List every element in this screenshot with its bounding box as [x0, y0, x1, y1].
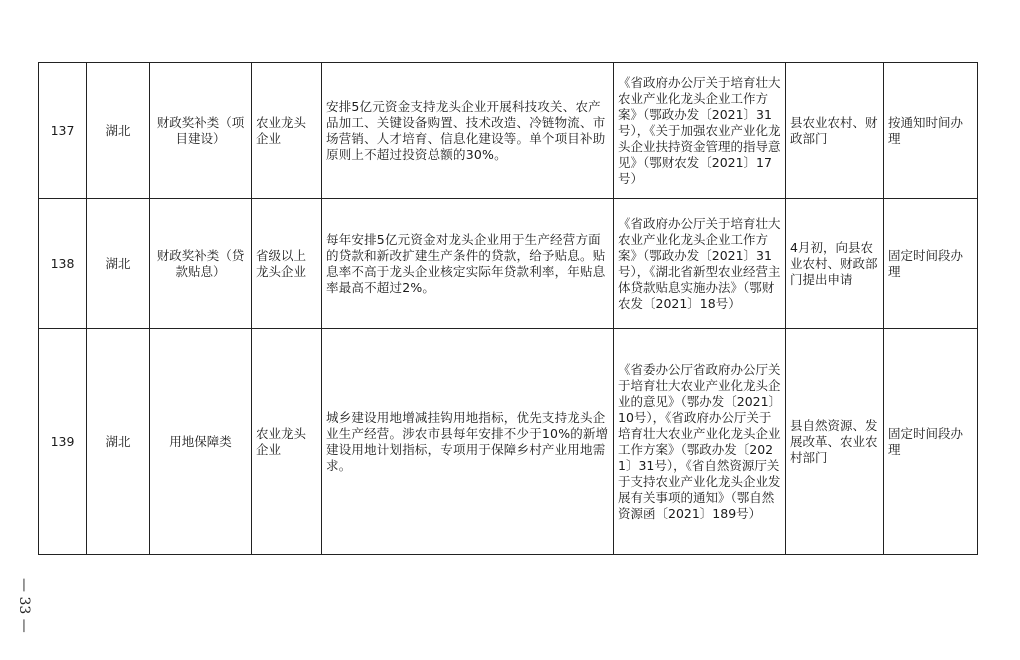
content-cell: 每年安排5亿元资金对龙头企业用于生产经营方面的贷款和新改扩建生产条件的贷款，给予贴息。贴息率不高于龙头企业核定实际年贷款利率，年贴息率最高不超过2%。 — [322, 199, 614, 329]
target-cell: 农业龙头企业 — [252, 63, 322, 199]
category-cell: 财政奖补类（项目建设） — [150, 63, 252, 199]
content-cell: 安排5亿元资金支持龙头企业开展科技攻关、农产品加工、关键设备购置、技术改造、冷链物流、市场营销、人才培育、信息化建设等。单个项目补助原则上不超过投资总额的30%。 — [322, 63, 614, 199]
timing-cell: 固定时间段办理 — [884, 329, 978, 555]
target-cell: 农业龙头企业 — [252, 329, 322, 555]
department-cell: 县自然资源、发展改革、农业农村部门 — [786, 329, 884, 555]
province-cell: 湖北 — [87, 63, 150, 199]
department-cell: 4月初，向县农业农村、财政部门提出申请 — [786, 199, 884, 329]
content-cell: 城乡建设用地增减挂钩用地指标，优先支持龙头企业生产经营。涉农市县每年安排不少于10%的新增建设用地计划指标，专项用于保障乡村产业用地需求。 — [322, 329, 614, 555]
category-cell: 用地保障类 — [150, 329, 252, 555]
department-cell: 县农业农村、财政部门 — [786, 63, 884, 199]
table-row — [39, 329, 978, 555]
timing-cell: 固定时间段办理 — [884, 199, 978, 329]
row-number: 138 — [39, 199, 87, 329]
row-number: 139 — [39, 329, 87, 555]
basis-cell: 《省政府办公厅关于培育壮大农业产业化龙头企业工作方案》（鄂政办发〔2021〕31号），《湖北省新型农业经营主体贷款贴息实施办法》（鄂财农发〔2021〕18号） — [614, 199, 786, 329]
basis-cell: 《省政府办公厅关于培育壮大农业产业化龙头企业工作方案》（鄂政办发〔2021〕31号），《关于加强农业产业化龙头企业扶持资金管理的指导意见》（鄂财农发〔2021〕17号） — [614, 63, 786, 199]
province-cell: 湖北 — [87, 329, 150, 555]
table-row — [39, 63, 978, 199]
basis-cell: 《省委办公厅省政府办公厅关于培育壮大农业产业化龙头企业的意见》（鄂办发〔2021〕10号），《省政府办公厅关于培育壮大农业产业化龙头企业工作方案》（鄂政办发〔2021〕31号），《省自然资源厅关于支持农业产业化龙头企业发展有关事项的通知》（鄂自然资源函〔2021〕189号） — [614, 329, 786, 555]
target-cell: 省级以上龙头企业 — [252, 199, 322, 329]
category-cell: 财政奖补类（贷款贴息） — [150, 199, 252, 329]
table-row — [39, 199, 978, 329]
timing-cell: 按通知时间办理 — [884, 63, 978, 199]
page-number: — 33 — — [16, 577, 32, 633]
province-cell: 湖北 — [87, 199, 150, 329]
row-number: 137 — [39, 63, 87, 199]
policy-table — [38, 62, 978, 555]
